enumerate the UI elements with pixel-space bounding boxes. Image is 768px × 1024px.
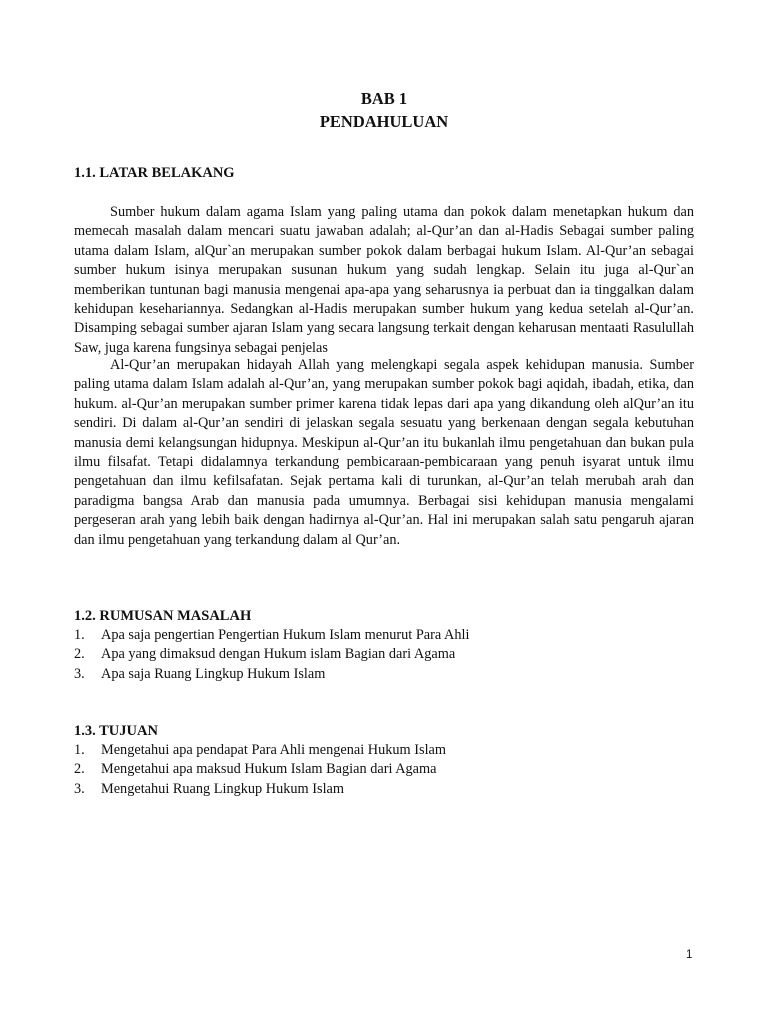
paragraph-latar-belakang-2: Al-Qur’an merupakan hidayah Allah yang melengkapi segala aspek kehidupan manusia. Sumber paling utama dalam Islam adalah al-Qur’an, yang merupakan sumber pokok bagi aqidah, ibadah, etika, dan hukum. al-Qur’an merupakan sumber primer karena tidak lepas dari apa yang dikandung oleh alQur’an itu sendiri. Di dalam al-Qur’an sendiri di jelaskan segala sesuatu yang berkenaan dengan segala kebutuhan manusia demi kelangsungan hidupnya. Meskipun al-Qur’an itu bukanlah ilmu pengetahuan dan bukan pula ilmu filsafat. Tetapi didalamnya terkandung pembicaraan-pembicaraan yang penuh isyarat untuk ilmu pengetahuan dan ilmu kefilsafatan. Sejak pertama kali di turunkan, al-Qur’an telah merubah arah dan paradigma bangsa Arab dan manusia pada umumnya. Berbagai sisi kehidupan manusia mengalami pergeseran arah yang lebih baik dengan hadirnya al-Qur’an. Hal ini merupakan salah satu pengaruh ajaran dan ilmu pengetahuan yang terkandung dalam al Qur’an. (74, 357, 694, 548)
list-item-text: Mengetahui apa pendapat Para Ahli mengenai Hukum Islam (101, 742, 447, 758)
list-item (74, 780, 446, 799)
list-item-number: 1. (74, 627, 85, 643)
list-item (74, 645, 469, 664)
list-item-number: 2. (74, 646, 85, 663)
list-item-number: 3. (74, 665, 85, 682)
list-item-text: Mengetahui Ruang Lingkup Hukum Islam (101, 780, 345, 797)
list-item-text: Apa saja pengertian Pengertian Hukum Islam menurut Para Ahli (101, 627, 470, 643)
chapter-title: PENDAHULUAN (319, 112, 449, 131)
paragraph-latar-belakang-1: Sumber hukum dalam agama Islam yang paling utama dan pokok dalam menetapkan hukum dan memecah masalah dalam mencari suatu jawaban adalah; al-Qur’an dan al-Hadis Sebagai sumber paling utama dalam Islam, alQur`an merupakan sumber pokok dalam berbagai hukum Islam. Al-Qur’an sebagai sumber hukum isinya merupakan susunan hukum yang sudah lengkap. Selain itu juga al-Qur`an memberikan tuntunan bagi manusia mengenai apa-apa yang seharusnya ia perbuat dan ia tinggalkan dalam kehidupan kesehariannya. Sedangkan al-Hadis merupakan sumber hukum yang kedua setelah al-Qur’an. Disamping sebagai sumber ajaran Islam yang secara langsung terkait dengan keharusan mentaati Rasulullah Saw, juga karena fungsinya sebagai penjelas (74, 204, 694, 356)
list-item (74, 741, 446, 760)
list-item (74, 626, 469, 645)
chapter-number: BAB 1 (360, 89, 408, 108)
section-heading-latar-belakang: 1.1. LATAR BELAKANG (74, 165, 235, 181)
list-item-text: Apa saja Ruang Lingkup Hukum Islam (101, 665, 326, 682)
section-heading-tujuan: 1.3. TUJUAN (74, 723, 158, 739)
list-item (74, 760, 446, 779)
rumusan-masalah-list (74, 626, 469, 684)
list-item-text: Mengetahui apa maksud Hukum Islam Bagian dari Agama (101, 761, 437, 778)
list-item-text: Apa yang dimaksud dengan Hukum islam Bagian dari Agama (101, 646, 456, 663)
list-item-number: 1. (74, 742, 85, 758)
page-number: 1 (686, 949, 693, 961)
list-item-number: 2. (74, 761, 85, 778)
list-item (74, 665, 469, 684)
tujuan-list (74, 741, 446, 799)
section-heading-rumusan-masalah: 1.2. RUMUSAN MASALAH (74, 608, 252, 624)
list-item-number: 3. (74, 780, 85, 797)
